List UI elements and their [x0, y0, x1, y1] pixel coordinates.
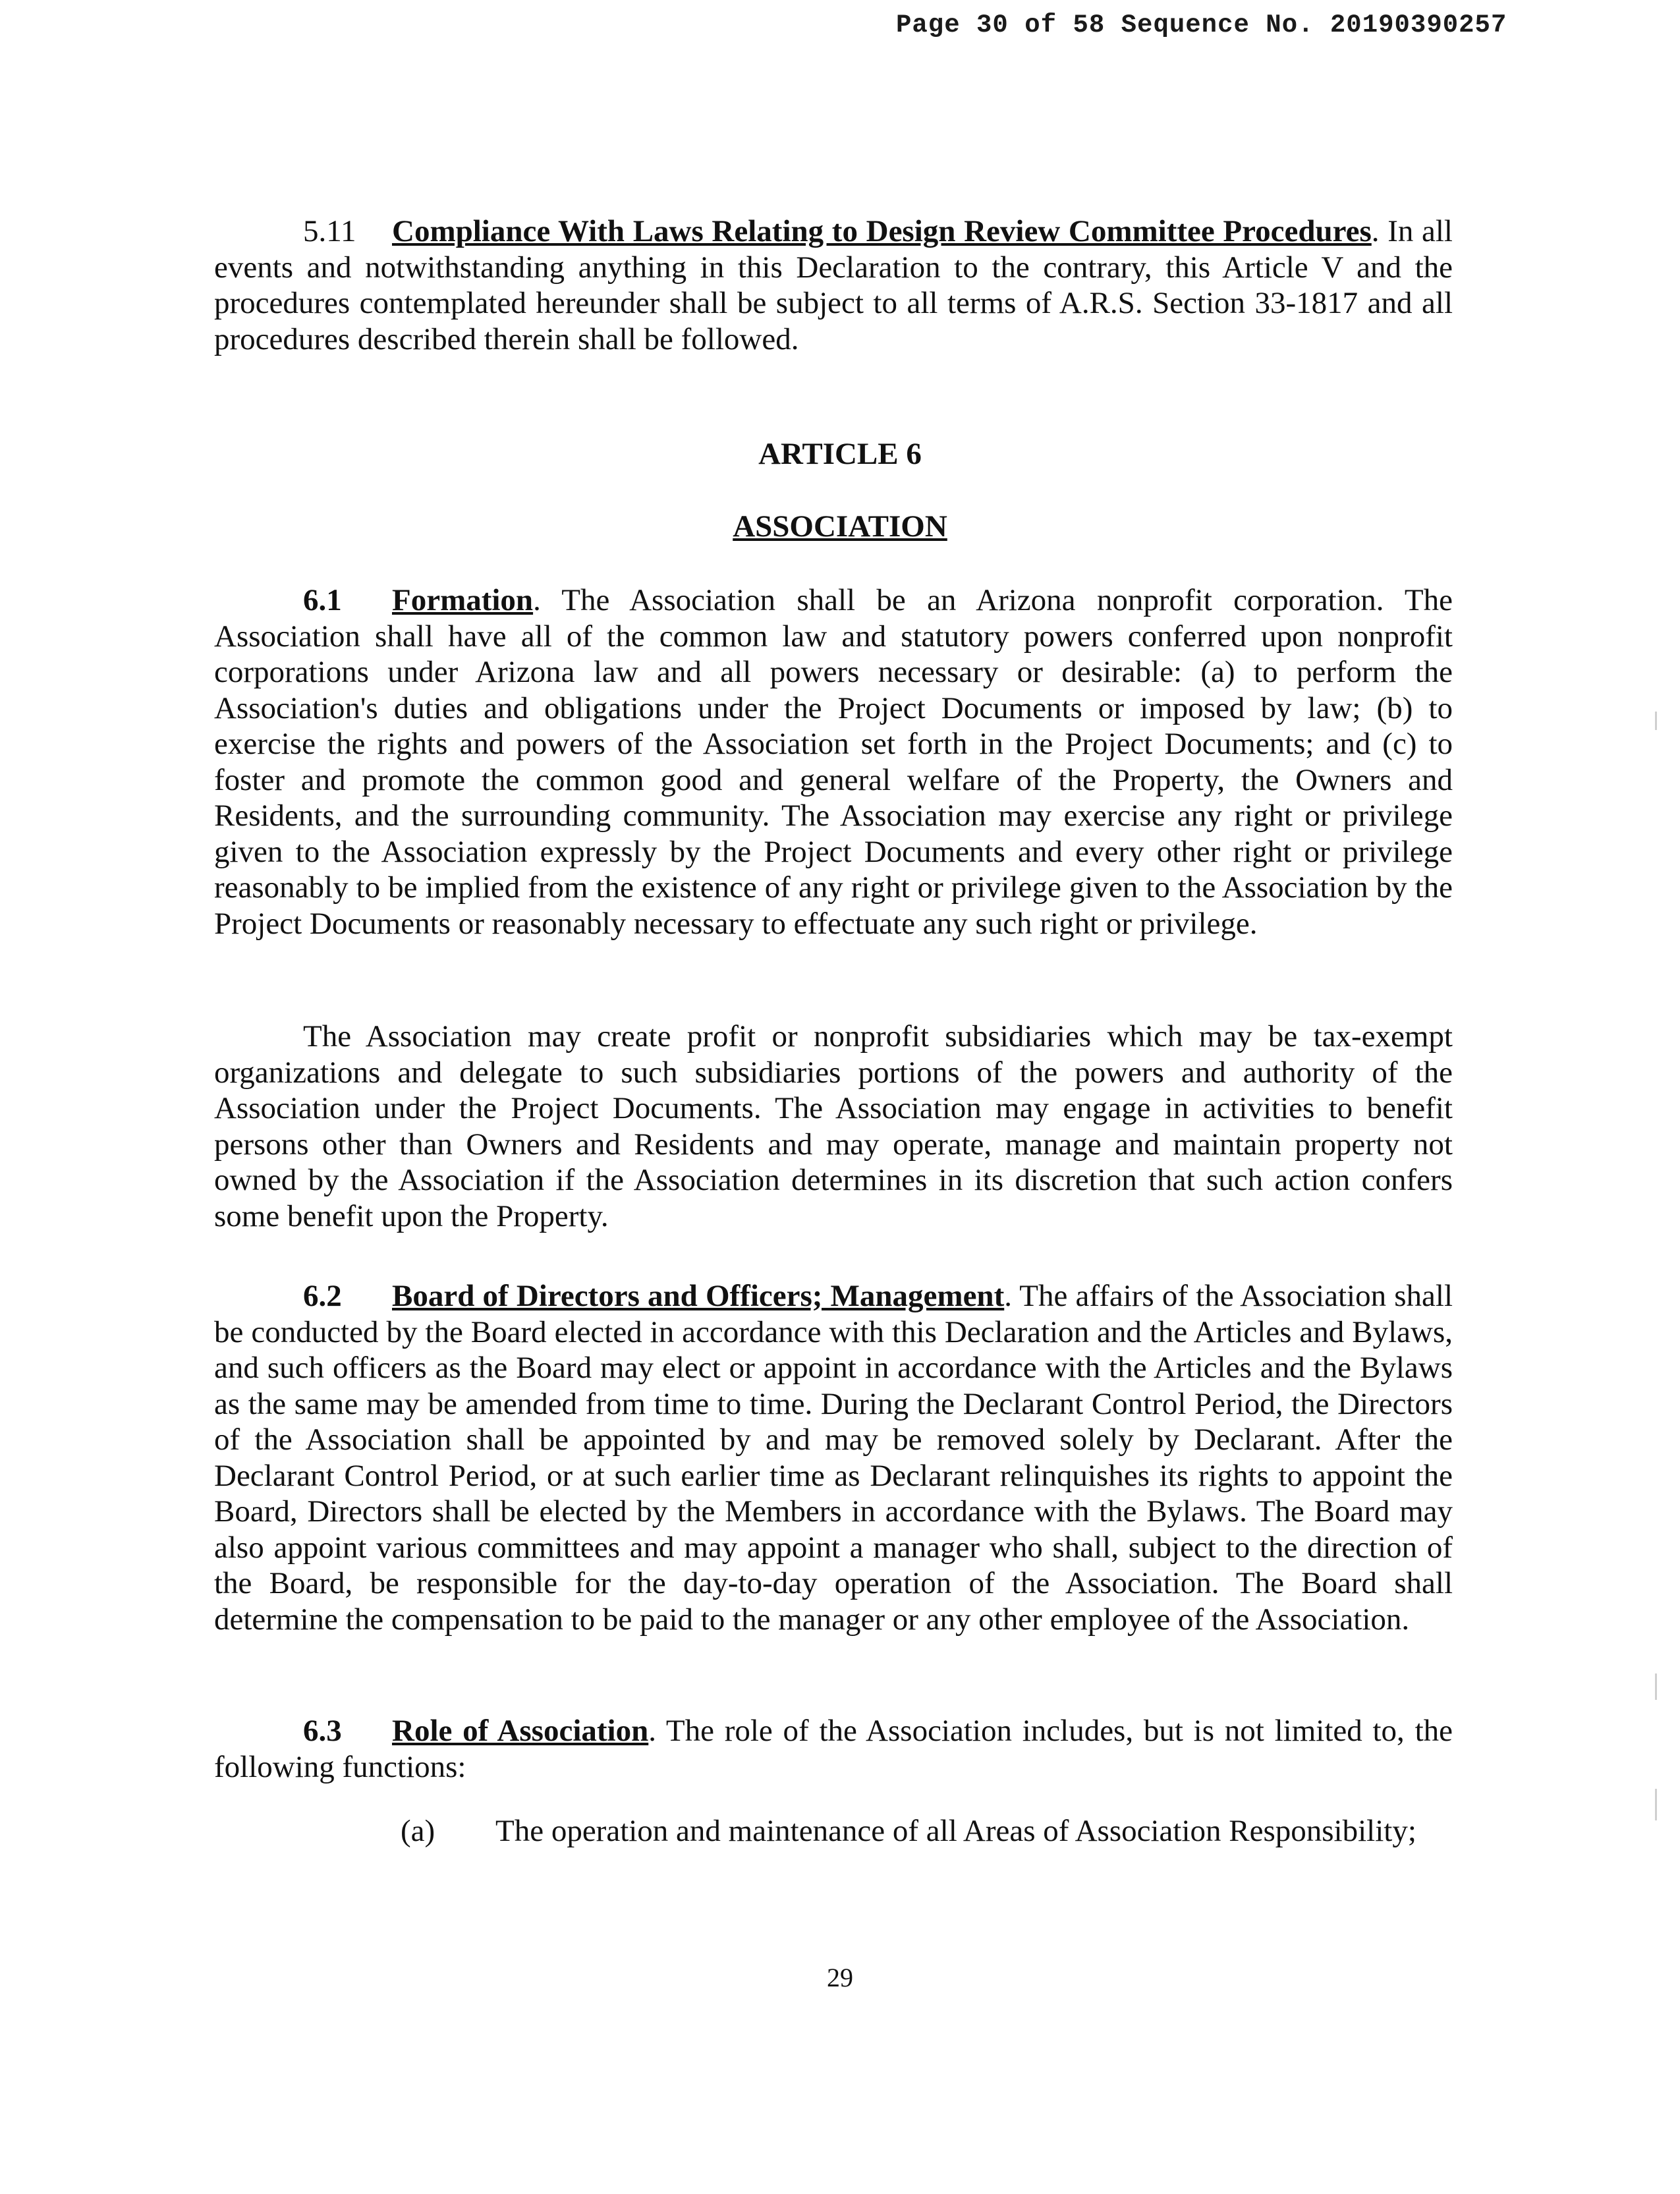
section-body: . The role of the Association includes, but is not limited to, the following functions:	[214, 1714, 1453, 1784]
section-6-3	[214, 1713, 1453, 1785]
section-number: 6.1	[303, 583, 342, 617]
section-5-11	[214, 213, 1453, 357]
section-title: Formation	[392, 583, 534, 617]
section-body: . The affairs of the Association shall be conducted by the Board elected in accordance with this Declaration and the Articles and Bylaws, and such officers as the Board may elect or appoint in accordance with the Articles and the Bylaws as the same may be amended from time to time. During the Declarant Control Period, the Directors of the Association shall be appointed by and may be removed solely by Declarant. After the Declarant Control Period, or at such earlier time as Declarant relinquishes its rights to appoint the Board, Directors shall be elected by the Members in accordance with the Bylaws. The Board may also appoint various committees and may appoint a manager who shall, subject to the direction of the Board, be responsible for the day-to-day operation of the Association. The Board shall determine the compensation to be paid to the manager or any other employee of the Association.	[214, 1279, 1453, 1637]
section-6-1	[214, 582, 1453, 942]
section-number: 6.3	[303, 1714, 342, 1748]
paragraph-body: The Association may create profit or nonprofit subsidiaries which may be tax-exempt organizations and delegate to such subsidiaries portions of the powers and authority of the Association under the Project Documents. The Association may engage in activities to benefit persons other than Owners and Residents and may operate, manage and maintain property not owned by the Association if the Association determines in its discretion that such action confers some benefit upon the Property.	[214, 1019, 1453, 1233]
section-6-2	[214, 1278, 1453, 1637]
section-body: . The Association shall be an Arizona nonprofit corporation. The Association shall have all of the common law and statutory powers conferred upon nonprofit corporations under Arizona law and all powers necessary or desirable: (a) to perform the Association's duties and obligations under the Project Documents or imposed by law; (b) to exercise the rights and powers of the Association set forth in the Project Documents; and (c) to foster and promote the common good and general welfare of the Property, the Owners and Residents, and the surrounding community. The Association may exercise any right or privilege given to the Association expressly by the Project Documents and every other right or privilege reasonably to be implied from the existence of any right or privilege given to the Association by the Project Documents or reasonably necessary to effectuate any such right or privilege.	[214, 583, 1453, 941]
scan-artifact	[1655, 1674, 1657, 1700]
scan-artifact	[1655, 1789, 1657, 1820]
scan-artifact	[1655, 712, 1657, 730]
section-number: 5.11	[303, 214, 356, 248]
section-title: Compliance With Laws Relating to Design Review Committee Procedures	[392, 214, 1372, 248]
paragraph-subsidiaries	[214, 1019, 1453, 1234]
section-body: . In all events and notwithstanding anything in this Declaration to the contrary, this Article V and the procedures contemplated hereunder shall be subject to all terms of A.R.S. Section 33-1817 and all procedures described therein shall be followed.	[214, 214, 1453, 356]
page-header: Page 30 of 58 Sequence No. 20190390257	[896, 11, 1507, 40]
article-title: ASSOCIATION	[733, 509, 947, 544]
list-marker: (a)	[401, 1814, 435, 1848]
list-item	[401, 1813, 1416, 1849]
list-item-text: The operation and maintenance of all Areas of Association Responsibility;	[495, 1814, 1416, 1848]
section-title: Role of Association	[392, 1714, 649, 1748]
article-label: ARTICLE 6	[758, 437, 922, 471]
section-title: Board of Directors and Officers; Management	[392, 1279, 1005, 1313]
page-number: 29	[827, 1963, 853, 1992]
section-number: 6.2	[303, 1279, 342, 1313]
